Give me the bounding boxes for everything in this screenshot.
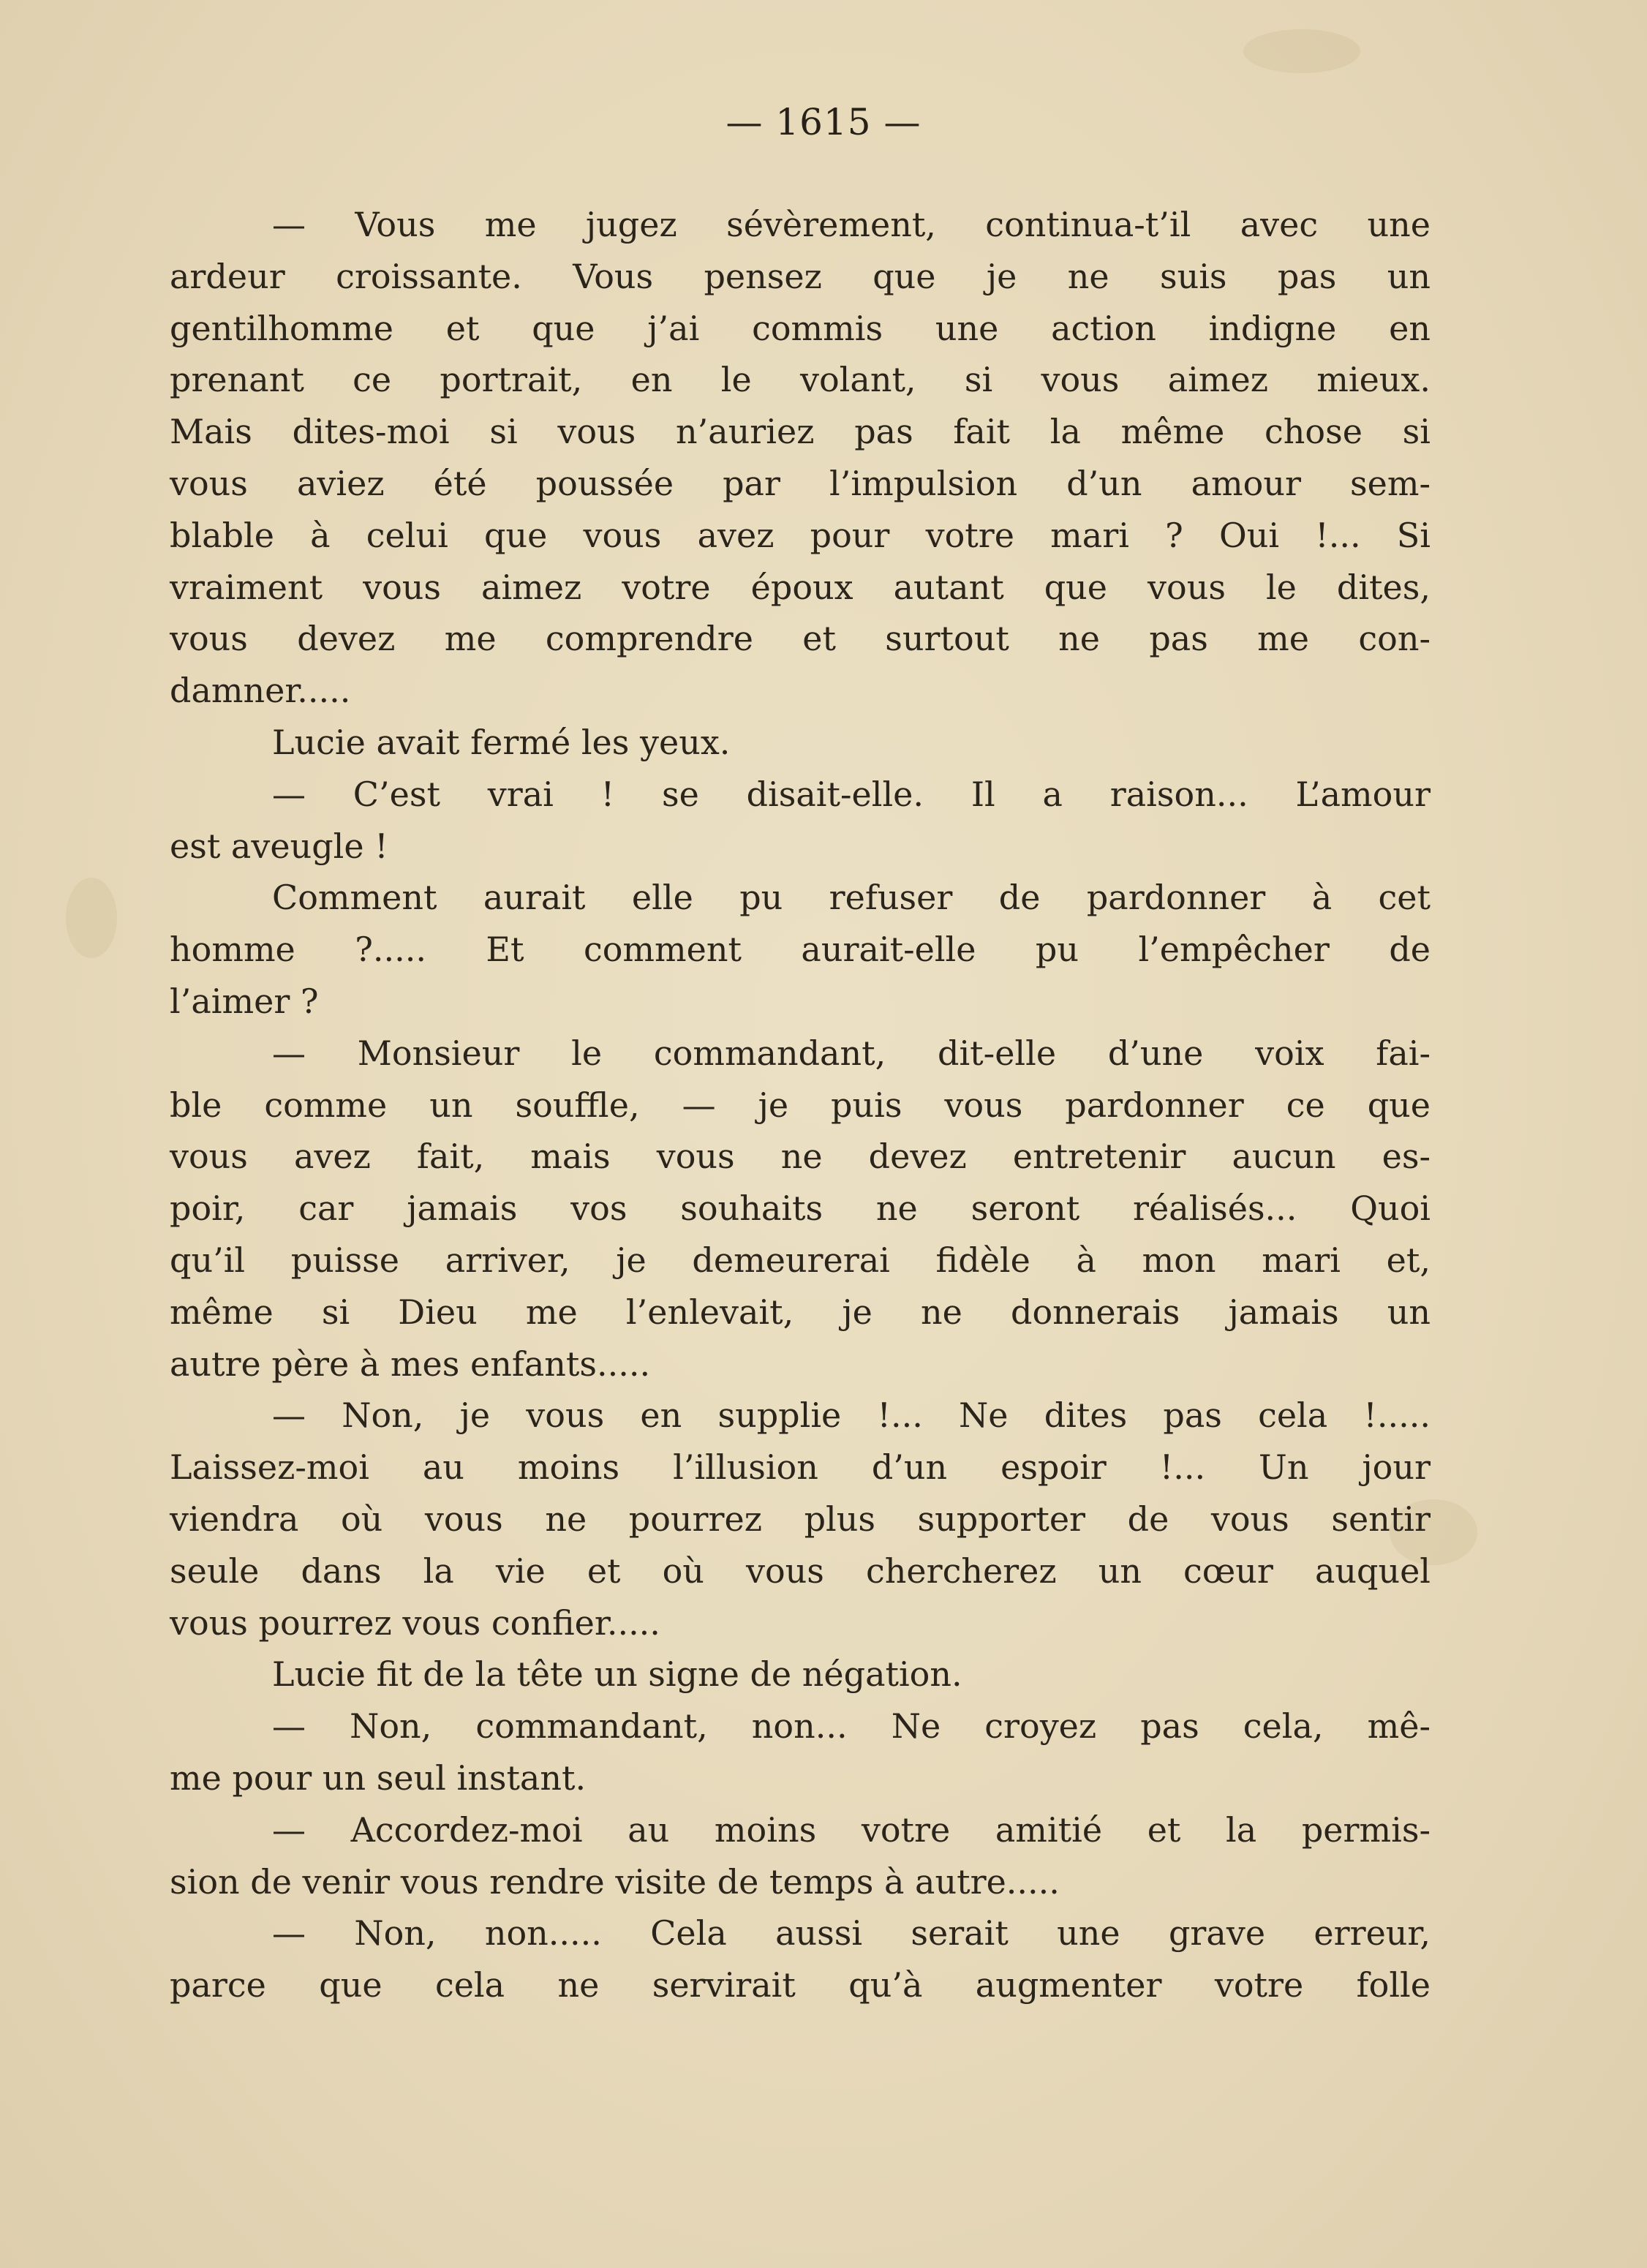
text-line: — Non, non..... Cela aussi serait une grave erreur, — [272, 1913, 1431, 1954]
text-line: homme ?..... Et comment aurait-elle pu l’empêcher de — [170, 930, 1431, 970]
text-line: poir, car jamais vos souhaits ne seront réalisés... Quoi — [170, 1188, 1431, 1229]
text-line: parce que cela ne servirait qu’à augmenter votre folle — [170, 1965, 1431, 2005]
text-line: me pour un seul instant. — [170, 1757, 587, 1798]
text-line: qu’il puisse arriver, je demeurerai fidèle à mon mari et, — [170, 1240, 1431, 1280]
text-line: vous pourrez vous confier..... — [170, 1602, 660, 1643]
paper-stain — [66, 878, 117, 958]
paper-stain — [1243, 29, 1360, 73]
text-line: vous aviez été poussée par l’impulsion d’un amour sem- — [170, 463, 1431, 503]
text-line: prenant ce portrait, en le volant, si vous aimez mieux. — [170, 360, 1431, 400]
text-line: — Non, je vous en supplie !... Ne dites pas cela !..... — [272, 1395, 1431, 1436]
text-line: Lucie fit de la tête un signe de négation. — [272, 1654, 962, 1695]
text-line: seule dans la vie et où vous chercherez un cœur auquel — [170, 1551, 1431, 1591]
text-line: l’aimer ? — [170, 981, 319, 1021]
page-number: — 1615 — — [725, 101, 922, 143]
text-line: — Vous me jugez sévèrement, continua-t’il avec une — [272, 205, 1431, 244]
text-line: autre père à mes enfants..... — [170, 1344, 651, 1384]
body-text — [170, 199, 1431, 2011]
text-line: — Monsieur le commandant, dit-elle d’une voix fai- — [272, 1033, 1431, 1073]
text-line: — C’est vrai ! se disait-elle. Il a raison... L’amour — [272, 774, 1431, 814]
text-line: Lucie avait fermé les yeux. — [272, 722, 731, 762]
text-line: — Accordez-moi au moins votre amitié et la permis- — [272, 1809, 1431, 1850]
text-line: gentilhomme et que j’ai commis une action indigne en — [170, 308, 1431, 348]
text-line: ble comme un souffle, — je puis vous pardonner ce que — [170, 1085, 1431, 1125]
text-line: même si Dieu me l’enlevait, je ne donnerais jamais un — [170, 1292, 1431, 1332]
text-line: viendra où vous ne pourrez plus supporter de vous sentir — [170, 1499, 1431, 1539]
text-line: blable à celui que vous avez pour votre mari ? Oui !... Si — [170, 515, 1431, 555]
text-line: vous avez fait, mais vous ne devez entretenir aucun es- — [170, 1137, 1431, 1177]
text-line: vous devez me comprendre et surtout ne pas me con- — [170, 619, 1431, 659]
text-line: damner..... — [170, 671, 351, 711]
text-line: Laissez-moi au moins l’illusion d’un espoir !... Un jour — [170, 1447, 1431, 1488]
text-line: sion de venir vous rendre visite de temps à autre..... — [170, 1861, 1060, 1902]
text-line: ardeur croissante. Vous pensez que je ne suis pas un — [170, 256, 1431, 296]
text-line: vraiment vous aimez votre époux autant que vous le dites, — [170, 567, 1431, 607]
text-line: est aveugle ! — [170, 826, 388, 866]
text-line: — Non, commandant, non... Ne croyez pas cela, mê- — [272, 1706, 1431, 1747]
text-line: Mais dites-moi si vous n’auriez pas fait la même chose si — [170, 412, 1431, 452]
text-line: Comment aurait elle pu refuser de pardonner à cet — [272, 878, 1431, 918]
